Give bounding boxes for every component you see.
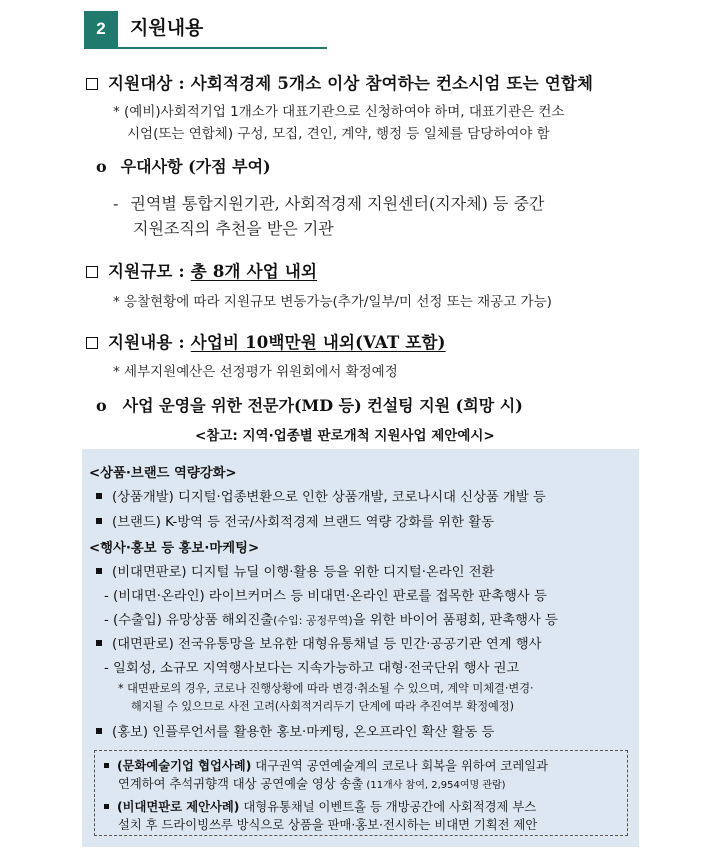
preference-heading: [96, 154, 271, 177]
export-text-a: - (수출입) 유망상품 해외진출: [104, 613, 274, 628]
section-number-badge: 2: [84, 11, 118, 47]
support-scale-value: 총 8개 사업 내외: [190, 262, 318, 281]
reference-item-promotion-text: (홍보) 인플루언서를 활용한 홍보·마케팅, 온오프라인 확산 활동 등: [112, 725, 495, 740]
example-culture-title: (문화예술기업 협업사례): [117, 759, 252, 773]
reference-item-offline-sub1: - 일회성, 소규모 지역행사보다는 지속가능하고 대형·전국단위 행사 권고: [104, 661, 520, 676]
checkbox-square-icon: [86, 266, 98, 278]
export-text-b: 을 위한 바이어 품평회, 판촉행사 등: [352, 613, 558, 628]
reference-item-offline-text: (대면판로) 전국유통망을 보유한 대형유통채널 등 민간·공공기관 연계 행사: [112, 637, 542, 652]
reference-item-offline: [96, 633, 542, 652]
reference-item-contactless-text: (비대면판로) 디지털 뉴딜 이행·활용 등을 위한 디지털·온라인 전환: [112, 565, 495, 580]
circle-bullet-icon: o: [96, 396, 107, 415]
reference-item-contactless-sub2: [104, 609, 558, 628]
section-underline: [84, 47, 327, 49]
support-target-note-line2: 시엄(또는 연합체) 구성, 모집, 견인, 계약, 행정 등 일체를 담당하여야 함: [127, 126, 550, 142]
reference-item-contactless: [96, 561, 494, 580]
reference-group1-title: <상품·브랜드 역량강화>: [89, 466, 237, 481]
square-bullet-icon: [96, 640, 102, 646]
example-culture-line1: [104, 756, 548, 774]
support-target-note-line1: * (예비)사회적기업 1개소가 대표기관으로 신청하여야 하며, 대표기관은 컨소: [113, 104, 565, 120]
support-content-heading: [86, 329, 446, 353]
square-bullet-icon: [96, 518, 102, 524]
example-contactless-line2: 설치 후 드라이빙쓰루 방식으로 상품을 판매·홍보·전시하는 비대면 기획전 제안: [118, 818, 538, 832]
reference-item-product: [96, 486, 546, 505]
example-contactless-line1: [104, 797, 536, 815]
support-content-prefix: 지원내용 :: [108, 333, 191, 352]
reference-item-offline-note2: 해지될 수 있으므로 사전 고려(사회적거리두기 단계에 따라 추진여부 확정예정): [131, 700, 515, 713]
checkbox-square-icon: [86, 78, 98, 90]
support-scale-note: * 응찰현황에 따라 지원규모 변동가능(추가/일부/미 선정 또는 재공고 가능): [113, 294, 552, 310]
consulting-item: [96, 393, 523, 416]
reference-item-promotion: [96, 721, 494, 740]
example-culture-line2: [118, 774, 506, 792]
square-bullet-icon: [104, 763, 109, 768]
support-target-heading: [86, 70, 593, 94]
square-bullet-icon: [96, 493, 102, 499]
example-culture-small: (11개사 참여, 2,954여명 관람): [363, 780, 506, 791]
example-contactless-title: (비대면판로 제안사례): [117, 800, 240, 814]
dash-bullet: -: [113, 194, 119, 213]
preference-line2: 지원조직의 추천을 받은 기관: [133, 219, 334, 238]
support-scale-prefix: 지원규모 :: [108, 262, 191, 281]
example-culture-line2-text: 연계하여 추석귀향객 대상 공연예술 영상 송출: [118, 777, 364, 791]
support-scale-heading: [86, 258, 317, 282]
square-bullet-icon: [96, 728, 102, 734]
reference-item-brand-text: (브랜드) K-방역 등 전국/사회적경제 브랜드 역량 강화를 위한 활동: [112, 515, 494, 530]
export-text-small: (수입: 공정무역): [273, 614, 353, 627]
example-contactless-text: 대형유통채널 이벤트홀 등 개방공간에 사회적경제 부스: [239, 800, 537, 814]
preference-line1-text: 권역별 통합지원기관, 사회적경제 지원센터(지자체) 등 중간: [130, 194, 545, 213]
support-content-note: * 세부지원예산은 선정평가 위원회에서 확정예정: [113, 364, 398, 380]
reference-group2-title: <행사·홍보 등 홍보·마케팅>: [89, 541, 260, 556]
checkbox-square-icon: [86, 337, 98, 349]
section-title: 지원내용: [130, 17, 204, 39]
support-content-value: 사업비 10백만원 내외(VAT 포함): [190, 333, 446, 352]
support-target-label: 지원대상 : 사회적경제 5개소 이상 참여하는 컨소시엄 또는 연합체: [108, 74, 594, 93]
circle-bullet-icon: o: [96, 157, 107, 176]
reference-item-offline-note1: * 대면판로의 경우, 코로나 진행상황에 따라 변경·취소될 수 있으며, 계약 미체결·변경·: [118, 682, 534, 695]
preference-label: 우대사항 (가점 부여): [120, 157, 271, 176]
square-bullet-icon: [104, 804, 109, 809]
reference-item-product-text: (상품개발) 디지털·업종변환으로 인한 상품개발, 코로나시대 신상품 개발 등: [112, 490, 546, 505]
consulting-text: 사업 운영을 위한 전문가(MD 등) 컨설팅 지원 (희망 시): [122, 396, 523, 415]
reference-item-contactless-sub1: - (비대면·온라인) 라이브커머스 등 비대면·온라인 판로를 접목한 판촉행사 등: [104, 589, 547, 604]
preference-line1: [113, 191, 544, 214]
square-bullet-icon: [96, 568, 102, 574]
example-culture-text: 대구권역 공연예술계의 코로나 회복을 위하여 코레일과: [251, 759, 548, 773]
reference-item-brand: [96, 511, 494, 530]
reference-title: <참고: 지역·업종별 판로개척 지원사업 제안예시>: [195, 428, 495, 444]
